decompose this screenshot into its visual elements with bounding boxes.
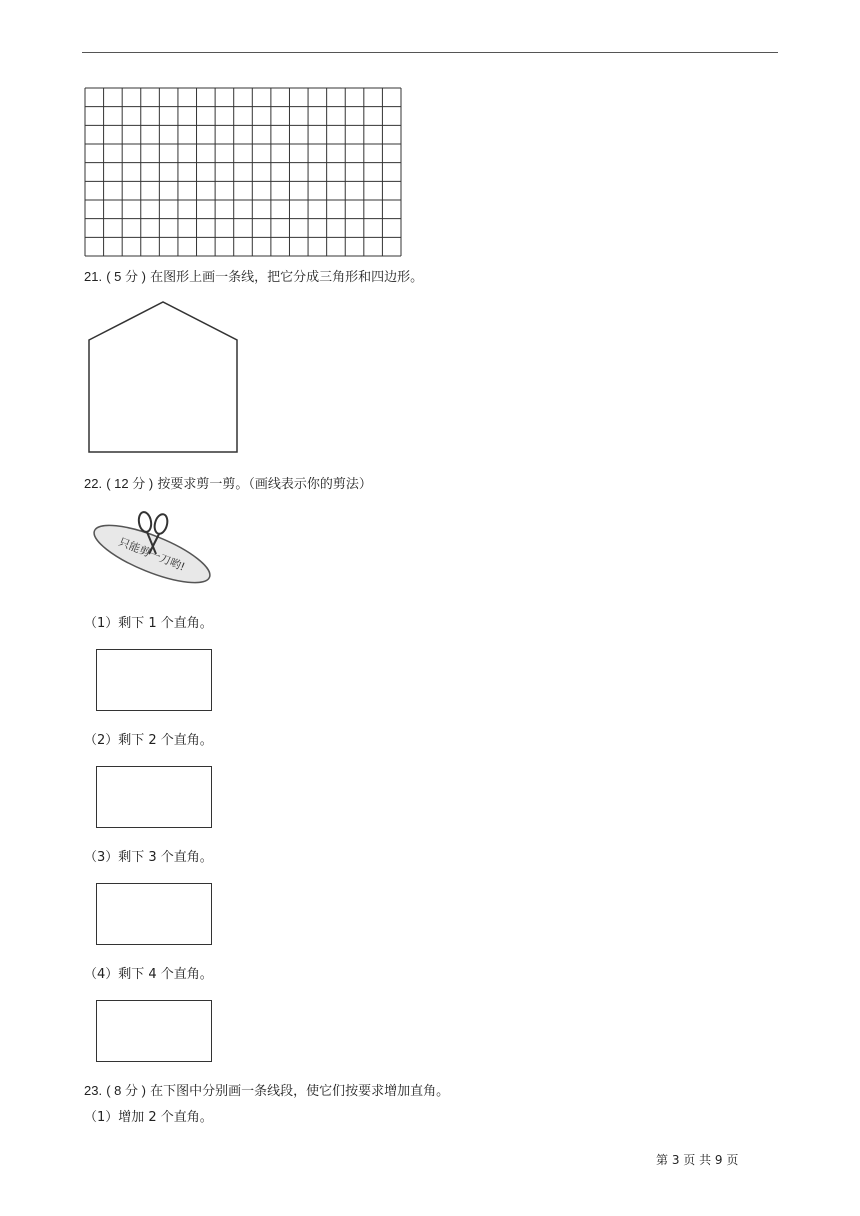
question-text: 按要求剪一剪。（画线表示你的剪法） — [157, 477, 372, 492]
question-23-part-1: （1）增加 2 个直角。 — [84, 1110, 213, 1125]
question-score: ( 5 分 ) — [106, 269, 146, 284]
question-score: ( 12 分 ) — [106, 476, 154, 491]
pentagon-figure — [86, 300, 242, 456]
question-22-part-4: （4）剩下 4 个直角。 — [84, 967, 213, 982]
page-footer: 第 3 页 共 9 页 — [656, 1153, 739, 1167]
question-22-part-2: （2）剩下 2 个直角。 — [84, 733, 213, 748]
question-21 — [84, 269, 423, 286]
rectangle-figure — [96, 1000, 212, 1062]
scissors-label: 只能剪一刀哟! — [116, 535, 187, 574]
question-number: 23. — [84, 1083, 103, 1098]
question-score: ( 8 分 ) — [106, 1083, 146, 1098]
question-22-part-3: （3）剩下 3 个直角。 — [84, 850, 213, 865]
question-23 — [84, 1083, 449, 1100]
question-number: 22. — [84, 476, 103, 491]
question-22-part-1: （1）剩下 1 个直角。 — [84, 616, 213, 631]
question-22 — [84, 476, 372, 493]
scissors-illustration — [86, 502, 226, 598]
square-grid — [84, 87, 404, 259]
question-text: 在下图中分别画一条线段，使它们按要求增加直角。 — [150, 1084, 450, 1099]
rectangle-figure — [96, 883, 212, 945]
rectangle-figure — [96, 766, 212, 828]
question-number: 21. — [84, 269, 103, 284]
header-rule — [82, 52, 778, 53]
question-text: 在图形上画一条线，把它分成三角形和四边形。 — [150, 270, 424, 285]
rectangle-figure — [96, 649, 212, 711]
